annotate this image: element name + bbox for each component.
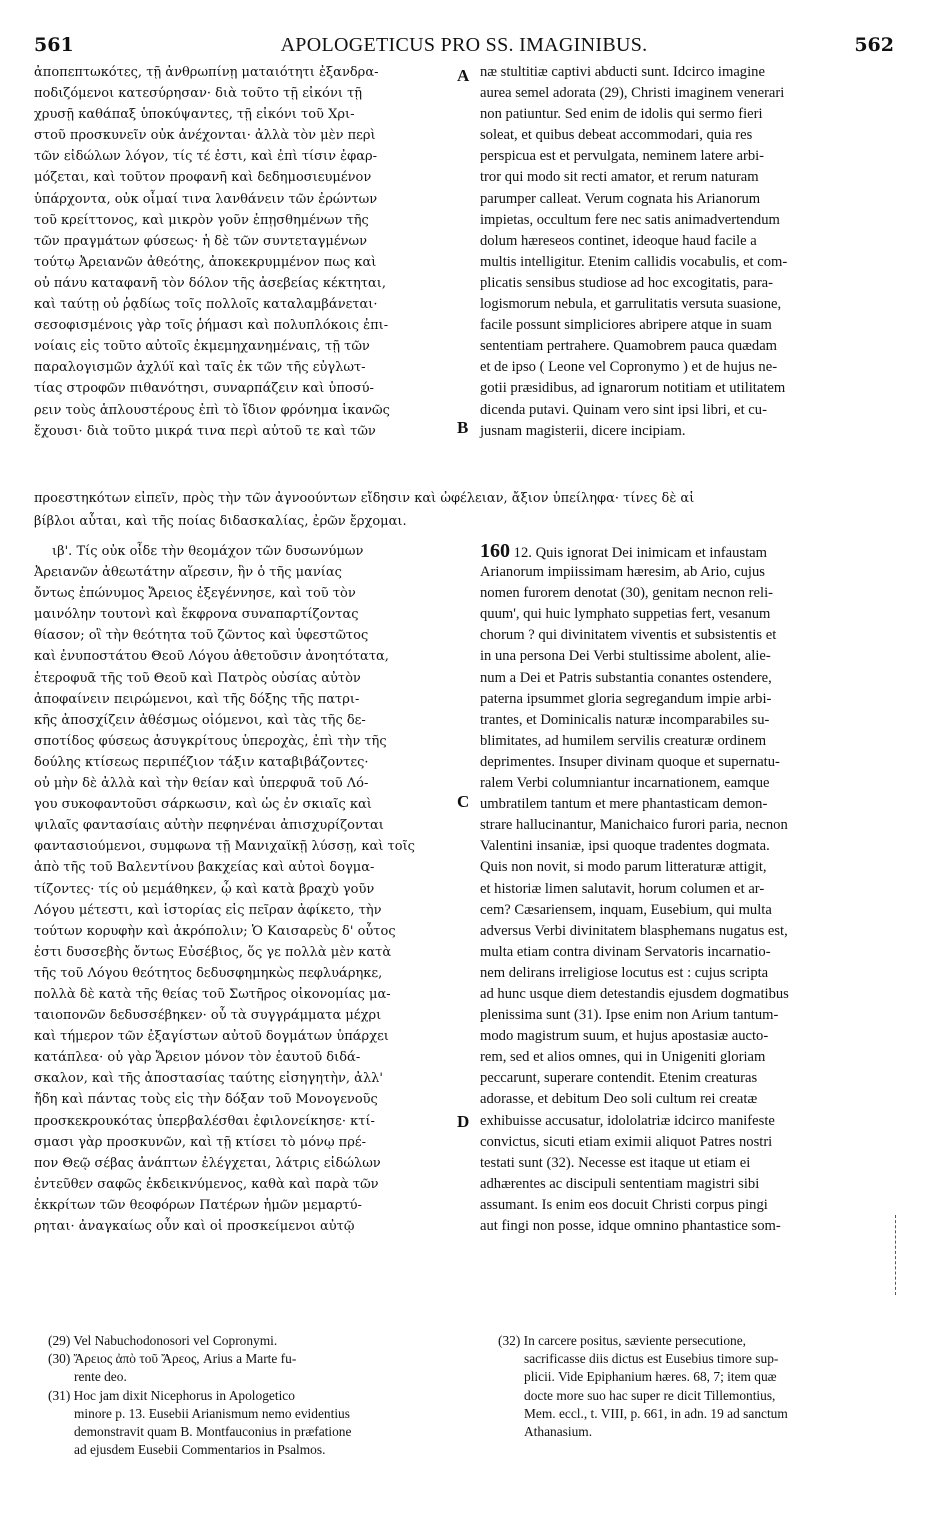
- footnote-line: ad ejusdem Eusebii Commentarios in Psalmos.: [74, 1442, 326, 1458]
- latin-line: paterna ipsummet gloria segregandum impie arbi-: [480, 690, 772, 707]
- greek-line: μόζεται, καὶ τοῦτον προφανῆ καὶ δεδημοσιευμένον: [34, 170, 372, 186]
- latin-line: adorasse, et debitum Deo soli cultum rei creatæ: [480, 1091, 758, 1108]
- latin-line: trantes, et Dominicalis naturæ incomparabiles su-: [480, 711, 770, 728]
- latin-line: multis intelligitur. Etenim callidis vocabulis, et com-: [480, 253, 788, 270]
- greek-line: ὑπάρχοντα, οὐκ οἶμαί τινα λανθάνειν τῶν ἐρώντων: [34, 191, 378, 207]
- latin-line: Quis ignorat Dei inimicam et infaustam: [535, 545, 767, 561]
- greek-line: ρηται· ἀναγκαίως οὖν καὶ οἱ προσκείμενοι αὐτῷ: [34, 1219, 355, 1234]
- latin-line: impietas, occultum fere nec satis animadvertendum: [480, 211, 780, 228]
- footnote-line: Mem. eccl., t. VIII, p. 661, in adn. 19 ad sanctum: [524, 1405, 788, 1421]
- greek-line: σποτίδος φύσεως ἀσυγκρίτους ὑπεροχὰς, ἐπὶ τὴν τῆς: [34, 733, 387, 749]
- greek-line: οὐ πάνυ καταφανῆ τὸν δόλον τῆς ἀσεβείας κέκτηται,: [34, 275, 386, 291]
- greek-line: καὶ τήμερον τῶν ἐξαγίστων αὐτοῦ δογμάτων ὑπάρχει: [34, 1029, 389, 1045]
- latin-line: in una persona Dei Verbi stultissime abolent, alie-: [480, 648, 771, 665]
- greek-line: ἐστι δυσσεβὴς ὄντως Εὐσέβιος, ὅς γε πολλὰ μὲν κατὰ: [34, 944, 392, 960]
- latin-line: logismorum nebula, et garrulitatis versuta suasione,: [480, 296, 782, 313]
- greek-line: κατάπλεα· οὐ γὰρ Ἄρειον μόνον τὸν ἑαυτοῦ διδά-: [34, 1050, 361, 1066]
- greek-line: σεσοφισμένοις γὰρ τοῖς ῥήμασι καὶ πολυπλόκοις ἐπι-: [34, 318, 389, 334]
- latin-line: adhærentes ac discipuli sententiam magistri sibi: [480, 1175, 760, 1192]
- footnotes-left: [48, 1332, 458, 1459]
- latin-line: dicenda putavi. Quinam vero sint ipsi libri, et cu-: [480, 401, 767, 418]
- greek-line: Λόγου μέτεστι, καὶ ἱστορίας εἰς πεῖραν ἀφίκετο, τὴν: [34, 902, 382, 918]
- latin-line: gotii præsidibus, ad ignarorum notitiam et utilitatem: [480, 380, 786, 397]
- latin-section-start: [480, 541, 896, 562]
- greek-line: τούτων κορυφὴν καὶ ἀκρόπολιν; Ὁ Καισαρεὺς δ' οὗτος: [34, 923, 396, 939]
- greek-column-bottom: [34, 541, 458, 1237]
- latin-line: Quis non novit, si modo parum litteraturæ attigit,: [480, 859, 767, 876]
- greek-line: τῆς τοῦ Λόγου θεότητος δεδυσφημηκὼς πεφλυάρηκε,: [34, 965, 383, 981]
- footnote-line: sacrificasse diis dictus est Eusebius timore sup-: [524, 1351, 779, 1367]
- latin-column-top: [480, 62, 896, 442]
- greek-line: τῶν πραγμάτων φύσεως· ἡ δὲ τῶν συντεταγμένων: [34, 233, 367, 249]
- margin-letter-d: D: [457, 1112, 470, 1131]
- greek-line: οὐ μὴν δὲ ἀλλὰ καὶ τὴν θείαν καὶ ὑπερφυᾶ τοῦ Λό-: [34, 776, 369, 792]
- greek-line: ἐντεῦθεν σαφῶς ἐκδεικνύμενος, καθὰ καὶ παρὰ τῶν: [34, 1176, 379, 1192]
- footnote-line: rente deo.: [74, 1369, 127, 1385]
- margin-rule: [895, 1215, 897, 1295]
- greek-line: νοίαις εἰς τοῦτο αὐτοῖς ἐκμεμηχανημέναις, τῇ τῶν: [34, 339, 370, 355]
- footnote-line: plicii. Vide Epiphanium hæres. 68, 7; item quæ: [524, 1369, 777, 1385]
- greek-line: καὶ ταύτῃ οὐ ῥᾳδίως τοῖς πολλοῖς καταλαμβάνεται·: [34, 297, 378, 313]
- greek-line: πολλὰ δὲ κατὰ τῆς θείας τοῦ Σωτῆρος οἰκονομίας μα-: [34, 986, 391, 1002]
- footnote-line: docte more suo hac super re dicit Tillemontius,: [524, 1387, 776, 1403]
- greek-line: ἐκκρίτων τῶν θεοφόρων Πατέρων ἡμῶν μεμαρτύ-: [34, 1197, 362, 1213]
- greek-line: σμασι γὰρ προσκυνῶν, καὶ τῇ κτίσει τὸ μόνῳ πρέ-: [34, 1134, 366, 1150]
- latin-line: exhibuisse accusatur, idololatriæ idcirco manifeste: [480, 1112, 775, 1129]
- margin-letter-b: B: [457, 418, 469, 437]
- greek-line: ἀποφαίνειν πειρώμενοι, καὶ τῆς δόξης τῆς πατρι-: [34, 691, 360, 707]
- margin-letter-c: C: [457, 792, 470, 811]
- latin-column-bottom: [480, 541, 896, 1237]
- greek-line: φαντασιούμενοι, συμφωνα τῇ Μανιχαϊκῇ λύσσῃ, καὶ τοῖς: [34, 839, 415, 855]
- greek-line: ἀπὸ τῆς τοῦ Βαλεντίνου βακχείας καὶ αὐτοὶ δογμα-: [34, 860, 375, 876]
- latin-line: umbratilem tantum et mere phantasticam demon-: [480, 796, 768, 813]
- latin-line: soleat, et quibus debeat accommodari, quia res: [480, 127, 753, 144]
- latin-line: modo magistrum suum, et hujus apostasiæ aucto-: [480, 1028, 769, 1045]
- latin-line: strare hallucinantur, Manichaico furori paria, necnon: [480, 817, 788, 834]
- greek-line: ὄντως ἐπώνυμος Ἄρειος ἐξεγέννησε, καὶ τοῦ τὸν: [34, 586, 356, 602]
- greek-line: μαινόλην τουτονὶ καὶ ἔκφρονα συναπαρτίζοντας: [34, 607, 359, 623]
- greek-line: καὶ ἐνυποστάτου Θεοῦ Λόγου ἀθετοῦσιν ἀνοητότατα,: [34, 649, 389, 665]
- greek-line: γου συκοφαντοῦσι σάρκωσιν, καὶ ὡς ἐν σκιαῖς καὶ: [34, 797, 372, 813]
- latin-line: blimitates, ad humilem servilis creaturæ ordinem: [480, 732, 767, 749]
- footnote-line: demonstravit quam B. Montfauconius in præfatione: [74, 1423, 352, 1439]
- latin-line: jusnam magisterii, dicere incipiam.: [480, 422, 686, 439]
- latin-line: rem, sed et alios omnes, qui in Unigeniti gloriam: [480, 1049, 766, 1066]
- greek-spanning-line-2: βίβλοι αὗται, καὶ τῆς ποίας διδασκαλίας, ἐρῶν ἔρχομαι.: [34, 514, 407, 529]
- latin-line: sententiam pertrahere. Quamobrem pauca quædam: [480, 338, 778, 355]
- right-page-number: 562: [854, 34, 894, 56]
- latin-line: facile possunt simpliciores abripere atque in suam: [480, 317, 772, 334]
- latin-line: peccarunt, superare contendit. Etenim creaturas: [480, 1070, 758, 1087]
- greek-line: χρυσῇ καθάπαξ ὑποκύψαντες, τῇ εἰκόνι τοῦ Χρι-: [34, 107, 355, 123]
- footnotes-right: [498, 1332, 896, 1441]
- greek-line: Ἀρειανῶν ἀθεωτάτην αἵρεσιν, ἣν ὁ τῆς μανίας: [34, 565, 342, 581]
- greek-line: ἔχουσι· διὰ τοῦτο μικρά τινα περὶ αὐτοῦ τε καὶ τῶν: [34, 423, 376, 439]
- greek-line: ἑτεροφυᾶ τῆς τοῦ Θεοῦ καὶ Πατρὸς οὐσίας αὐτὸν: [34, 670, 361, 686]
- greek-line: ιβ'. Τίς οὐκ οἶδε τὴν θεομάχον τῶν δυσωνύμων: [52, 544, 364, 559]
- latin-line: et de ipso ( Leone vel Copronymo ) et de hujus ne-: [480, 359, 778, 376]
- latin-line: nem delirans irreligiose locutus est : cujus scripta: [480, 964, 769, 981]
- greek-line: σκαλον, καὶ τῆς ἀποστασίας ταύτης εἰσηγητὴν, ἀλλ': [34, 1071, 383, 1087]
- greek-line: προσκεκρουκότας ὑπερβαλέσθαι ἐφιλονείκησε· κτί-: [34, 1113, 375, 1129]
- greek-line: πον Θεῷ σέβας ἀνάπτων ἐλέγχεται, λάτρις εἰδώλων: [34, 1155, 381, 1171]
- greek-line: τίζοντες· τίς οὐ μεμάθηκεν, ᾧ καὶ κατὰ βραχὺ γοῦν: [34, 881, 375, 897]
- greek-line: τοῦ κρείττονος, καὶ μικρὸν γοῦν ἐπῃσθημένων τῆς: [34, 212, 369, 228]
- latin-line: aut fingi non posse, idque omnino phantastice som-: [480, 1218, 781, 1234]
- footnote-line: Athanasium.: [524, 1423, 593, 1439]
- latin-line: aurea semel adorata (29), Christi imaginem venerari: [480, 85, 785, 102]
- latin-line: convictus, sicuti etiam eximii aliquot Patres nostri: [480, 1133, 773, 1150]
- footnote-line: (32) In carcere positus, sæviente persecutione,: [498, 1333, 747, 1348]
- greek-line: τούτῳ Ἀρειανῶν ἀθεότης, ἀποκεκρυμμένον πως καὶ: [34, 254, 377, 270]
- latin-line: assumant. Is enim eos docuit Christi corpus pingi: [480, 1196, 768, 1213]
- greek-line: θίασον; οἳ τὴν θεότητα τοῦ ζῶντος καὶ ὑφεστῶτος: [34, 628, 369, 644]
- greek-line: στοῦ προσκυνεῖν οὐκ ἀνέχονται· ἀλλὰ τὸν μὲν περὶ: [34, 128, 376, 144]
- latin-line: num a Dei et Patris substantia conantes ostendere,: [480, 669, 772, 686]
- latin-line: chorum ? qui divinitatem viventis et subsistentis et: [480, 627, 777, 644]
- greek-column-top: [34, 62, 458, 442]
- latin-line: parumper calleat. Verum cognata his Arianorum: [480, 190, 761, 207]
- latin-line: multa etiam contra divinam Servatoris incarnatio-: [480, 943, 771, 960]
- latin-line: cem? Cæsariensem, inquam, Eusebium, qui multa: [480, 901, 772, 918]
- footnote-line: (29) Vel Nabuchodonosori vel Copronymi.: [48, 1333, 278, 1348]
- footnote-line: (30) Ἄρειος ἀπὸ τοῦ Ἄρεος, Arius a Marte fu-: [48, 1351, 297, 1367]
- latin-line: næ stultitiæ captivi abducti sunt. Idcirco imagine: [480, 64, 765, 80]
- latin-line: Valentini insaniæ, ipsi quoque tradentes dogmata.: [480, 838, 770, 855]
- greek-line: ρειν τοὺς ἁπλουστέρους ἐπὶ τὸ ἴδιον φρόνημα ἱκανῶς: [34, 402, 390, 418]
- page-header: [34, 34, 894, 58]
- greek-line: κῆς ἀποσχίζειν ἀθέσμως οἰόμενοι, καὶ τὰς τῆς δε-: [34, 712, 366, 728]
- latin-line: dolum hæreseos continet, ideoque haud facile a: [480, 232, 757, 249]
- latin-line: non patiuntur. Sed enim de idolis qui sermo fieri: [480, 106, 763, 123]
- greek-line: τῶν εἰδώλων λόγον, τίς τέ ἐστι, καὶ ἐπὶ τίσιν ἐφαρ-: [34, 149, 378, 165]
- left-page-number: 561: [34, 34, 74, 56]
- latin-line: et historiæ limen salutavit, horum columen et ar-: [480, 880, 765, 897]
- running-title: APOLOGETICUS PRO SS. IMAGINIBUS.: [280, 34, 648, 56]
- latin-line: ralem Verbi columniantur incarnationem, eamque: [480, 775, 770, 792]
- latin-line: nomen furorem denotat (30), genitam necnon reli-: [480, 585, 773, 602]
- greek-line: παραλογισμῶν ἀχλύϊ καὶ ταῖς ἐκ τῶν τῆς εὐγλωτ-: [34, 360, 366, 376]
- latin-line: plicatis sensibus studiose ad hoc excogitatis, para-: [480, 274, 774, 291]
- greek-line: τίας στροφῶν πιθανότησι, συναρπάζειν καὶ ὑποσύ-: [34, 381, 374, 397]
- greek-line: ταιοπονῶν δεδυσσέβηκεν· οὗ τὰ συγγράμματα μέχρι: [34, 1008, 382, 1024]
- latin-line: ad hunc usque diem detestandis ejusdem dogmatibus: [480, 985, 789, 1002]
- margin-letter-a: A: [457, 66, 470, 85]
- greek-line: ἤδη καὶ πάντας τοὺς εἰς τὴν δόξαν τοῦ Μονογενοῦς: [34, 1092, 378, 1108]
- greek-line: ἀποπεπτωκότες, τῇ ἀνθρωπίνῃ ματαιότητι ἐξανδρα-: [34, 65, 379, 80]
- section-number: 12.: [513, 545, 532, 561]
- greek-line: δούλης κτίσεως περιπέζιον τάξιν καταβιβάζοντες·: [34, 754, 369, 770]
- latin-line: plenissima sunt (31). Ipse enim non Arium tantum-: [480, 1007, 779, 1024]
- latin-line: perspicua est et pervulgata, neminem latere arbi-: [480, 148, 765, 165]
- latin-line: testati sunt (32). Necesse est itaque ut etiam ei: [480, 1154, 751, 1171]
- latin-line: deprimentes. Insuper divinam quoque et supernatu-: [480, 753, 780, 770]
- footnote-line: minore p. 13. Eusebii Arianismum nemo evidentius: [74, 1405, 350, 1421]
- greek-line: ποδιζόμενοι κατεσύρησαν· διὰ τοῦτο τῇ εἰκόνι τῇ: [34, 86, 363, 102]
- latin-line: Arianorum impiissimam hæresim, ab Ario, cujus: [480, 564, 765, 581]
- latin-line: quum', qui huic lymphato suppetias fert, vesanum: [480, 606, 771, 623]
- footnote-line: (31) Hoc jam dixit Nicephorus in Apologetico: [48, 1387, 295, 1403]
- column-number: 160: [480, 540, 510, 562]
- latin-line: tror qui modo sit recti amator, et rerum naturam: [480, 169, 759, 186]
- greek-line: ψιλαῖς φαντασίαις αὐτὴν πεφηνέναι ἀπισχυρίζονται: [34, 818, 384, 834]
- latin-line: adversus Verbi divinitatem blasphemans nugatus est,: [480, 922, 788, 939]
- greek-spanning-line-1: προεστηκότων εἰπεῖν, πρὸς τὴν τῶν ἀγνοούντων εἴδησιν καὶ ὠφέλειαν, ἄξιον ὑπείληφα· τίνες δὲ αἱ: [34, 491, 695, 506]
